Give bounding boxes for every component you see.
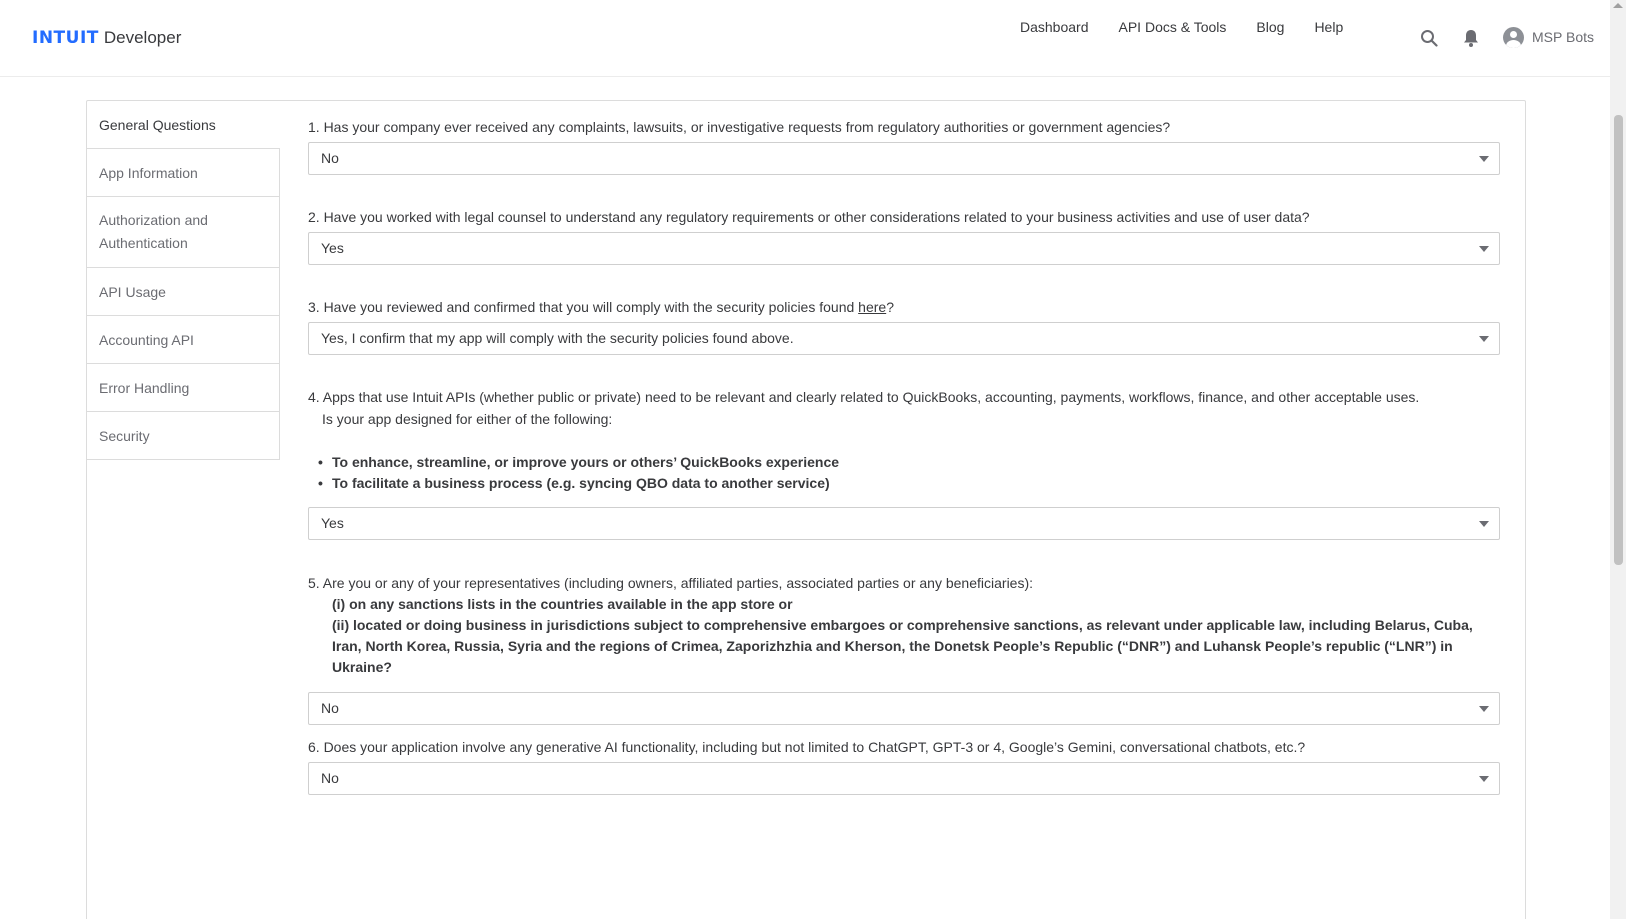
top-nav: [1020, 19, 1373, 35]
question-1-value: No: [321, 150, 339, 166]
nav-dashboard[interactable]: Dashboard: [1020, 19, 1089, 35]
question-5-item-1: (i) on any sanctions lists in the countries available in the app store or: [332, 596, 793, 612]
question-1: [308, 117, 1503, 175]
question-2-label: 2. Have you worked with legal counsel to understand any regulatory requirements or other considerations related to your business activities and use of user data?: [308, 209, 1310, 225]
question-3: [308, 297, 1503, 355]
list-item: • To facilitate a business process (e.g. syncing QBO data to another service): [332, 473, 1503, 494]
question-2-value: Yes: [321, 240, 344, 256]
list-item: • To enhance, streamline, or improve yours or others’ QuickBooks experience: [332, 452, 1503, 473]
nav-blog[interactable]: Blog: [1256, 19, 1285, 35]
chevron-down-icon: [1479, 156, 1489, 162]
security-policies-link[interactable]: here: [858, 299, 887, 315]
section-sidebar: [87, 101, 280, 460]
user-avatar-icon[interactable]: [1503, 27, 1524, 48]
sidebar-item-security[interactable]: Security: [87, 412, 280, 460]
question-6: [308, 737, 1503, 795]
bell-icon[interactable]: [1462, 28, 1480, 48]
questionnaire-card: [86, 100, 1526, 919]
chevron-down-icon: [1479, 776, 1489, 782]
chevron-down-icon: [1479, 246, 1489, 252]
sidebar-item-api-usage[interactable]: API Usage: [87, 268, 280, 316]
question-2: [308, 207, 1503, 265]
chevron-down-icon: [1479, 706, 1489, 712]
question-5-value: No: [321, 700, 339, 716]
question-4-select[interactable]: [308, 507, 1500, 540]
question-4-sub: Is your app designed for either of the following:: [322, 411, 613, 427]
sidebar-item-general-questions[interactable]: General Questions: [87, 101, 280, 149]
question-3-label: 3. Have you reviewed and confirmed that you will comply with the security policies found here?: [308, 299, 894, 315]
question-5-item-2: (ii) located or doing business in jurisdictions subject to comprehensive embargoes or comprehensive sanctions, as relevant under applicable law, including Belarus, Cuba, Iran, North Korea, Russia, Syria and the regions of Crimea, Zaporizhzhia and Kherson, the Donetsk People’s Republic (“DNR”) and Luhansk People’s republic (“LNR”) in Ukraine?: [332, 617, 1473, 675]
question-3-select[interactable]: [308, 322, 1500, 355]
sidebar-item-app-information[interactable]: App Information: [87, 149, 280, 197]
question-5-label: 5. Are you or any of your representatives (including owners, affiliated parties, associated parties or any beneficiaries):: [308, 575, 1034, 591]
question-6-select[interactable]: [308, 762, 1500, 795]
question-4-label: 4. Apps that use Intuit APIs (whether public or private) need to be relevant and clearly related to QuickBooks, accounting, payments, workflows, finance, and other acceptable uses.: [308, 389, 1420, 405]
question-5-select[interactable]: [308, 692, 1500, 725]
question-4: [308, 387, 1503, 540]
search-icon[interactable]: [1420, 29, 1438, 47]
question-1-select[interactable]: [308, 142, 1500, 175]
question-5: [308, 573, 1503, 725]
intuit-developer-logo[interactable]: [32, 28, 181, 48]
logo-brand: INTUIT: [32, 28, 99, 48]
sidebar-item-error-handling[interactable]: Error Handling: [87, 364, 280, 412]
question-2-select[interactable]: [308, 232, 1500, 265]
scrollbar-thumb[interactable]: [1614, 115, 1623, 565]
nav-api-docs-tools[interactable]: API Docs & Tools: [1118, 19, 1227, 35]
scroll-up-arrow-icon[interactable]: [1613, 3, 1623, 8]
question-4-bullets: [308, 452, 1503, 494]
question-4-value: Yes: [321, 515, 344, 531]
top-header: [0, 0, 1610, 77]
question-1-label: 1. Has your company ever received any complaints, lawsuits, or investigative requests from regulatory authorities or government agencies?: [308, 119, 1171, 135]
chevron-down-icon: [1479, 336, 1489, 342]
user-name[interactable]: MSP Bots: [1532, 29, 1594, 45]
question-6-label: 6. Does your application involve any generative AI functionality, including but not limited to ChatGPT, GPT-3 or 4, Google’s Gemini, conversational chatbots, etc.?: [308, 739, 1306, 755]
question-3-value: Yes, I confirm that my app will comply with the security policies found above.: [321, 330, 794, 346]
sidebar-item-accounting-api[interactable]: Accounting API: [87, 316, 280, 364]
sidebar-item-authorization-authentication[interactable]: [87, 197, 280, 268]
chevron-down-icon: [1479, 521, 1489, 527]
logo-sub: Developer: [103, 28, 182, 47]
nav-help[interactable]: Help: [1314, 19, 1344, 35]
question-6-value: No: [321, 770, 339, 786]
sidebar-item-label: Authorization and Authentication: [99, 212, 208, 251]
